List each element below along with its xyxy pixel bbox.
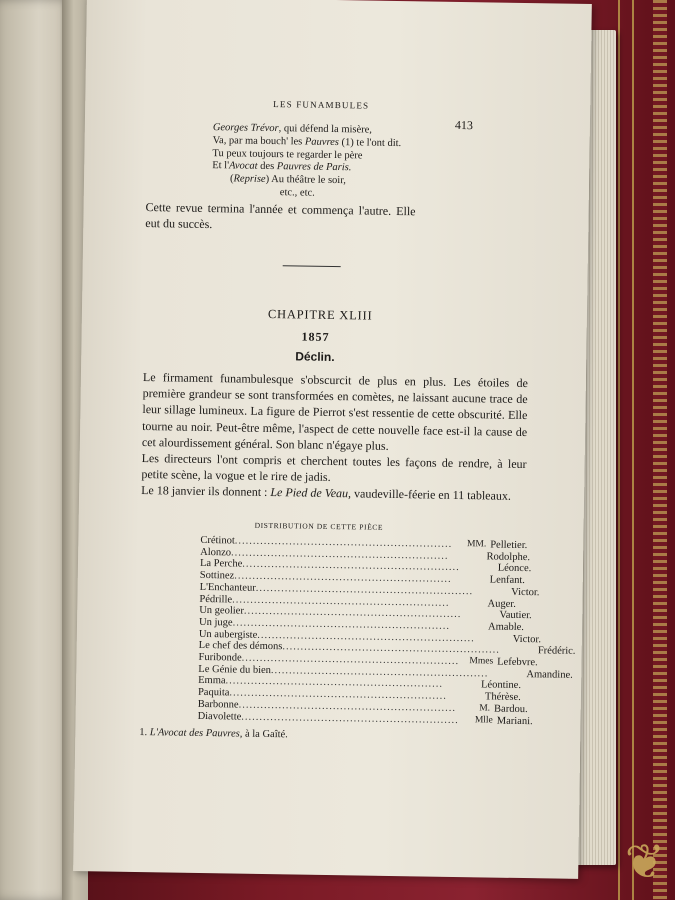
distribution-heading: DISTRIBUTION DE CETTE PIÈCE (254, 520, 384, 532)
cast-prefix (473, 586, 511, 598)
cast-role: Furibonde (198, 651, 242, 664)
cast-actor: Victor. (511, 586, 540, 599)
paragraph-text: Les directeurs l'ont compris et cherchent toutes les façons de rendre, à leur petite scène, la vogue et le rire de jadis. (141, 451, 527, 485)
leader-dots: ............................................................ (238, 699, 457, 714)
leader-dots: ............................................................ (232, 617, 451, 632)
running-head: LES FUNAMBULES (273, 99, 370, 111)
leader-dots: ............................................................ (232, 593, 450, 609)
cast-actor: Amable. (488, 621, 525, 633)
gilt-ornament-icon: ❦ (624, 836, 665, 889)
chapter-body (141, 369, 528, 505)
paragraph-text: Le 18 janvier ils donnent : Le Pied de Veau, vaudeville-féerie en 11 tableaux. (141, 483, 511, 504)
leader-dots: ............................................................ (231, 547, 449, 562)
leader-dots: ............................................................ (243, 605, 462, 621)
cast-role: Un aubergiste (198, 628, 258, 641)
cast-actor: Thérèse. (484, 691, 521, 704)
cast-role: Sottinez (199, 570, 235, 582)
cast-role: L'Enchanteur (199, 581, 256, 594)
chapter-year: 1857 (301, 329, 330, 344)
leader-dots: ............................................................ (270, 664, 489, 680)
cast-actor: Léontine. (480, 679, 522, 692)
cast-role: Le Génie du bien (198, 663, 272, 676)
leader-dots: ............................................................ (234, 535, 453, 550)
leader-dots: ............................................................ (225, 675, 444, 691)
cast-prefix (475, 633, 513, 645)
leader-dots: ............................................................ (257, 629, 475, 644)
cast-actor: Mariani. (496, 715, 533, 727)
leader-dots: ............................................................ (234, 570, 452, 585)
cast-actor: Victor. (512, 633, 542, 645)
cast-prefix (449, 597, 487, 609)
cast-role: Pédrille (199, 593, 233, 605)
cast-actor: Vautier. (499, 609, 532, 622)
paragraph-text: Le firmament funambulesque s'obscurcit de plus en plus. Les étoiles de première grandeur se sont transformées en comètes, ne laissant aucune trace de leur sillage lumineux. La figure de Pierrot s'est ressentie de cette obscurité. Elle tourne au noir. Peut-être même, l'aspect de cette nouvelle face est-il la cause de cet alourdissement général. Son blanc n'égaye plus. (141, 370, 528, 453)
cast-actor: Pelletier. (490, 539, 528, 552)
cast-prefix (450, 621, 488, 633)
verse-line: (Reprise) Au théâtre le soir, (229, 173, 347, 187)
cast-actor: Lefebvre. (497, 656, 538, 669)
cast-role: Un geolier (199, 605, 244, 617)
leader-dots: ............................................................ (241, 652, 460, 668)
gilt-rule (632, 0, 634, 900)
cast-role: Barbonne (197, 698, 239, 711)
cast-list (197, 534, 576, 727)
gilt-border (653, 0, 667, 900)
cast-prefix: MM. (466, 539, 487, 550)
cast-prefix: Mmes (469, 656, 494, 667)
cast-actor: Léonce. (497, 563, 532, 575)
leader-dots: ............................................................ (242, 559, 460, 574)
verse-line: Tu peux toujours te regarder le père (212, 147, 363, 162)
intro-paragraph (145, 199, 415, 236)
cast-actor: Rodolphe. (486, 551, 531, 563)
cast-prefix (452, 574, 490, 586)
cast-role: Emma (198, 675, 226, 687)
leader-dots: ............................................................ (255, 582, 474, 598)
cast-prefix (488, 668, 526, 680)
chapter-title: CHAPITRE XLIII (267, 306, 373, 323)
left-page-edge (0, 0, 70, 900)
cast-role: Paquita (197, 687, 230, 699)
cast-role: Alonzo (200, 546, 232, 559)
leader-dots: ............................................................ (229, 687, 448, 702)
cast-actor: Auger. (487, 597, 516, 610)
cast-prefix (447, 691, 485, 703)
cast-role: Crétinot (200, 534, 235, 547)
footnote: 1. L'Avocat des Pauvres, à la Gaîté. (139, 727, 288, 741)
cast-role: Un juge (198, 616, 233, 629)
gilt-rule (618, 0, 620, 900)
cast-prefix (448, 551, 486, 563)
cast-actor: Bardou. (493, 703, 528, 715)
leader-dots: ............................................................ (282, 641, 500, 656)
cast-role: La Perche (199, 558, 243, 571)
cast-actor: Frédéric. (537, 645, 576, 658)
cast-prefix (460, 562, 498, 574)
verse-block (212, 122, 402, 202)
verse-line: Georges Trévor, qui défend la misère, (212, 122, 373, 136)
section-title: Déclin. (295, 349, 335, 365)
leader-dots: ............................................................ (241, 711, 459, 726)
page-number: 413 (454, 117, 474, 133)
cast-actor: Lenfant. (489, 574, 526, 587)
cast-row (197, 710, 533, 727)
cast-prefix: Mlle (474, 714, 493, 726)
cast-role: Le chef des démons (198, 640, 283, 653)
book-page (73, 0, 592, 879)
cast-role: Diavolette (197, 710, 242, 723)
verse-line: etc., etc. (279, 187, 315, 199)
paragraph-text: Cette revue termina l'année et commença l'autre. Elle eut du succès. (145, 200, 416, 232)
verse-line: Va, par ma bouch' les Pauvres (1) te l'ont dit. (212, 134, 402, 149)
cast-prefix: M. (479, 703, 491, 714)
section-divider (283, 265, 341, 267)
cast-prefix (500, 645, 538, 657)
cast-prefix (461, 609, 499, 621)
verse-line: Et l'Avocat des Pauvres de Paris. (212, 160, 352, 174)
cast-actor: Amandine. (526, 668, 573, 681)
cast-prefix (443, 679, 481, 691)
